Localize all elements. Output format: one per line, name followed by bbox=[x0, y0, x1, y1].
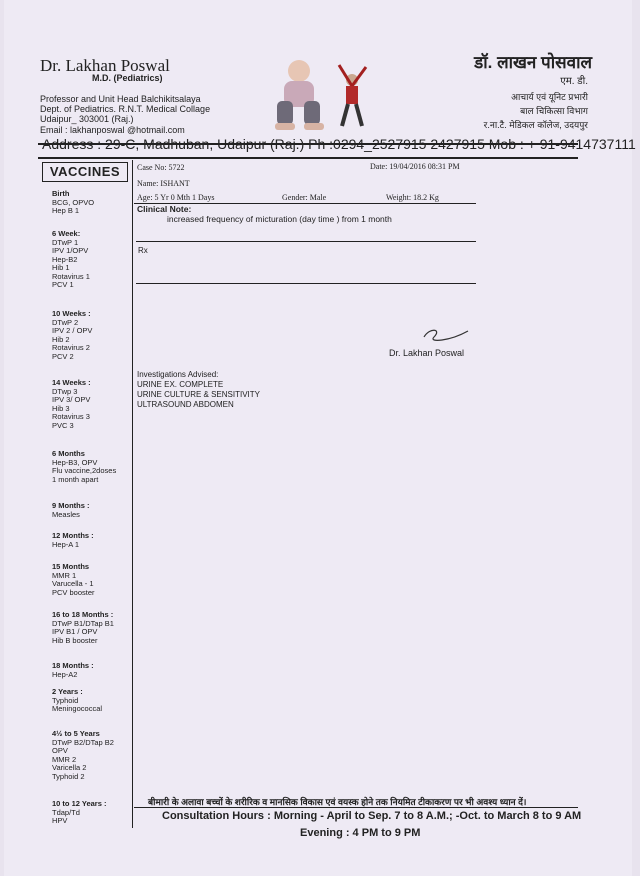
investigation-item: ULTRASOUND ABDOMEN bbox=[137, 400, 234, 409]
signature-name: Dr. Lakhan Poswal bbox=[389, 348, 465, 358]
vaccine-item: IPV 2 / OPV bbox=[52, 326, 93, 335]
vaccine-group bbox=[52, 611, 114, 645]
vaccine-item: MMR 1 bbox=[52, 570, 77, 580]
vaccine-item: PCV 1 bbox=[52, 280, 74, 289]
address-line: Address : 29-C, Madhuban, Udaipur (Raj.) Ph :0294_2527915 2427915 Mob : + 91-9414737111 bbox=[42, 136, 636, 152]
rx-label: Rx bbox=[138, 246, 148, 255]
vaccine-group-heading: 10 to 12 Years : bbox=[52, 799, 107, 808]
vaccine-group-heading: 9 Months : bbox=[52, 501, 90, 510]
investigation-item: URINE EX. COMPLETE bbox=[137, 380, 224, 389]
signature bbox=[420, 325, 472, 345]
patient-weight: Weight: 18.2 Kg bbox=[386, 193, 439, 202]
child-photo bbox=[334, 62, 370, 130]
vaccine-item: IPV B1 / OPV bbox=[52, 627, 98, 636]
vaccine-item: Hib 2 bbox=[52, 334, 70, 344]
vaccine-item: Hep-A2 bbox=[52, 669, 78, 679]
vaccine-item: DTwP B2/DTap B2 bbox=[52, 737, 114, 747]
vaccine-item: Hib B booster bbox=[52, 635, 98, 645]
clinical-note-label: Clinical Note: bbox=[137, 204, 192, 214]
vaccine-item: Typhoid bbox=[52, 695, 79, 705]
case-number: Case No: 5722 bbox=[137, 163, 185, 172]
hindi-line: र.ना.टै. मेडिकल कॉलेज, उदयपुर bbox=[483, 120, 588, 130]
vaccine-group-heading: 18 Months : bbox=[52, 661, 94, 670]
vaccine-group-heading: 6 Months bbox=[52, 449, 85, 458]
vaccine-item: Rotavirus 2 bbox=[52, 343, 90, 352]
vaccine-group bbox=[52, 230, 90, 290]
evening-hours: Evening : 4 PM to 9 PM bbox=[300, 827, 421, 839]
vaccine-item: Measles bbox=[52, 509, 80, 519]
vaccine-group bbox=[52, 502, 90, 519]
vaccine-group-heading: 14 Weeks : bbox=[52, 378, 91, 387]
vaccine-group-heading: 10 Weeks : bbox=[52, 309, 91, 318]
vaccine-item: Hep B 1 bbox=[52, 206, 80, 215]
vaccine-item: PVC 3 bbox=[52, 420, 74, 430]
hindi-line: आचार्य एवं यूनिट प्रभारी bbox=[511, 92, 588, 102]
note-rule bbox=[136, 241, 476, 242]
vaccine-group bbox=[52, 379, 91, 430]
vaccine-group bbox=[52, 190, 94, 216]
info-line: Udaipur_ 303001 (Raj.) bbox=[40, 114, 134, 124]
vaccine-group bbox=[52, 800, 106, 826]
vaccine-item: DTwP 2 bbox=[52, 317, 79, 327]
vaccines-title: VACCINES bbox=[42, 162, 128, 182]
vaccine-item: Hep-B3, OPV bbox=[52, 457, 98, 467]
vaccine-item: Varicella 2 bbox=[52, 763, 87, 772]
info-line: Dept. of Pediatrics. R.N.T. Medical Collage bbox=[40, 104, 211, 114]
patient-name: Name: ISHANT bbox=[137, 179, 190, 188]
clinical-note-text: increased frequency of micturation (day time ) from 1 month bbox=[167, 214, 392, 224]
vaccine-item: PCV 2 bbox=[52, 351, 74, 361]
consultation-hours: Consultation Hours : Morning - April to Sep. 7 to 8 A.M.; -Oct. to March 8 to 9 AM bbox=[162, 810, 582, 822]
doctor-name: Dr. Lakhan Poswal bbox=[40, 56, 170, 75]
vaccine-item: DTwp 3 bbox=[52, 386, 78, 396]
vaccine-item: Hib 3 bbox=[52, 403, 70, 413]
vaccine-item: IPV 3/ OPV bbox=[52, 395, 91, 404]
vaccine-group bbox=[52, 310, 92, 361]
vaccine-group bbox=[52, 450, 116, 484]
vaccine-group bbox=[52, 662, 94, 679]
vaccine-item: Rotavirus 3 bbox=[52, 412, 90, 421]
vaccine-item: IPV 1/OPV bbox=[52, 246, 89, 255]
vaccine-item: MMR 2 bbox=[52, 754, 77, 764]
investigation-item: URINE CULTURE & SENSITIVITY bbox=[137, 390, 260, 399]
investigations-label: Investigations Advised: bbox=[137, 370, 219, 379]
vaccine-item: Meningococcal bbox=[52, 704, 103, 713]
vaccine-item: Rotavirus 1 bbox=[52, 271, 90, 281]
vaccine-item: BCG, OPVO bbox=[52, 197, 95, 207]
patient-gender: Gender: Male bbox=[282, 193, 327, 202]
doctor-degree: M.D. (Pediatrics) bbox=[92, 73, 163, 83]
vaccine-group-heading: 15 Months bbox=[52, 562, 90, 571]
vaccine-group bbox=[52, 688, 102, 714]
info-line: Professor and Unit Head Balchikitsalaya bbox=[40, 94, 201, 104]
degree-hindi: एम. डी. bbox=[560, 76, 588, 87]
vaccine-item: Hep-B2 bbox=[52, 254, 78, 264]
vaccine-item: Flu vaccine,2doses bbox=[52, 466, 117, 475]
vaccine-item: Tdap/Td bbox=[52, 807, 80, 817]
hindi-line: बाल चिकित्सा विभाग bbox=[520, 106, 588, 116]
vaccine-group-heading: 6 Week: bbox=[52, 229, 81, 238]
vaccine-item: Typhoid 2 bbox=[52, 771, 85, 781]
footer-hindi-note: बीमारी के अलावा बच्चों के शरीरिक व मानसिक विकास एवं वयस्क होने तक नियमित टीकाकरण पर भी अवश्य ध्यान दें। bbox=[148, 797, 527, 807]
rx-rule bbox=[136, 283, 476, 284]
visit-date: Date: 19/04/2016 08:31 PM bbox=[370, 162, 460, 171]
vaccine-item: HPV bbox=[52, 816, 68, 825]
vaccine-item: Hib 1 bbox=[52, 263, 70, 272]
vaccine-group bbox=[52, 532, 94, 549]
vaccine-group bbox=[52, 730, 114, 781]
vaccine-group-heading: Birth bbox=[52, 189, 70, 198]
column-divider bbox=[132, 160, 133, 828]
vaccine-group-heading: 12 Months : bbox=[52, 531, 94, 540]
vaccine-item: DTwP 1 bbox=[52, 237, 79, 247]
vaccine-item: DTwP B1/DTap B1 bbox=[52, 618, 114, 628]
patient-age: Age: 5 Yr 0 Mth 1 Days bbox=[137, 193, 215, 202]
vaccine-item: Varucella - 1 bbox=[52, 579, 94, 588]
vaccine-group bbox=[52, 563, 95, 597]
email-line: Email : lakhanposwal @hotmail.com bbox=[40, 125, 185, 135]
doctor-name-hindi: डॉ. लाखन पोसवाल bbox=[474, 53, 592, 72]
vaccine-group-heading: 2 Years : bbox=[52, 687, 83, 696]
vaccine-item: 1 month apart bbox=[52, 474, 99, 484]
vaccine-group-heading: 16 to 18 Months : bbox=[52, 610, 114, 619]
vaccine-group-heading: 4½ to 5 Years bbox=[52, 729, 100, 738]
vaccine-item: Hep-A 1 bbox=[52, 539, 80, 549]
address-rule bbox=[38, 157, 578, 159]
vaccine-item: OPV bbox=[52, 746, 68, 755]
vaccine-item: PCV booster bbox=[52, 587, 95, 597]
baby-photo bbox=[274, 57, 328, 135]
